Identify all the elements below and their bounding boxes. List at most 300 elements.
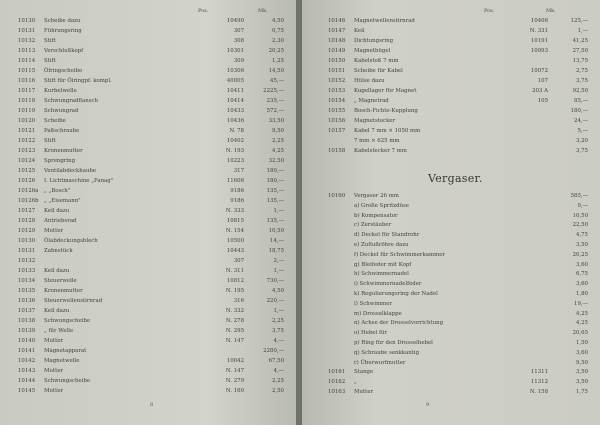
- part-name: „ Magnetrad: [354, 98, 389, 104]
- price-value: 4,50: [271, 288, 284, 294]
- part-name: Scheibe: [44, 118, 66, 124]
- part-number: 10158: [328, 148, 346, 154]
- catalog-number: N. 193: [225, 148, 244, 154]
- right-header-price: Mk.: [546, 8, 556, 14]
- price-value: 5,—: [577, 128, 588, 134]
- catalog-number: 317: [233, 168, 244, 174]
- left-header-price: Mk.: [258, 8, 268, 14]
- parts-list-row: [18, 196, 296, 206]
- part-name: c) Zerstäuber: [354, 222, 392, 229]
- parts-list-row: [328, 146, 598, 156]
- part-number: 10136: [18, 298, 36, 304]
- part-number: 10121: [18, 128, 36, 134]
- catalog-number: N. 154: [225, 228, 244, 234]
- price-value: 180,—: [266, 168, 284, 174]
- part-name: Kabelstecker 7 mm: [354, 148, 407, 154]
- price-value: 3,60: [575, 349, 588, 356]
- part-name: Mutter: [44, 388, 64, 394]
- catalog-number: 10191: [530, 38, 548, 44]
- parts-list-row: [18, 166, 296, 176]
- part-number: 10156: [328, 118, 346, 124]
- parts-list-row: [328, 56, 598, 66]
- parts-list-row: [18, 76, 296, 86]
- parts-list-row: [18, 156, 296, 166]
- part-name: o) Hebel für: [354, 330, 388, 337]
- catalog-number: 10414: [226, 98, 244, 104]
- part-number: 10114: [18, 58, 36, 64]
- catalog-number: N. 332: [225, 308, 244, 314]
- part-name: Stift für Ölringpf. kompl.: [44, 78, 112, 84]
- part-name: Stange: [354, 369, 374, 376]
- parts-list-row: [328, 378, 598, 388]
- price-value: 27,50: [572, 48, 588, 54]
- parts-list-row: [328, 251, 598, 261]
- parts-list-row: [18, 26, 296, 36]
- price-value: 1,25: [271, 58, 284, 64]
- part-name: l) Schwimmer: [354, 300, 393, 307]
- parts-list-row: [18, 286, 296, 296]
- right-parts-list-top: [328, 16, 598, 156]
- price-value: 6,75: [575, 271, 588, 278]
- part-number: 10115: [18, 68, 36, 74]
- parts-list-row: [328, 16, 598, 26]
- part-number: 10128: [18, 218, 36, 224]
- price-value: 135,—: [266, 198, 284, 204]
- price-value: 20,25: [572, 251, 588, 258]
- part-number: 10123: [18, 148, 36, 154]
- part-number: 10116: [18, 78, 36, 84]
- price-value: 2,75: [575, 68, 588, 74]
- parts-list-row: [18, 376, 296, 386]
- part-number: 10122: [18, 138, 36, 144]
- price-value: 2,25: [271, 138, 284, 144]
- price-value: 9,50: [575, 359, 588, 366]
- part-name: Magnetwelle: [44, 358, 80, 364]
- part-name: „ „Eisemann": [44, 198, 81, 204]
- part-name: Magnetstecker: [354, 118, 396, 124]
- price-value: 2225,—: [263, 88, 284, 94]
- part-name: Kugellager für Magnet: [354, 88, 417, 94]
- price-value: 20,65: [572, 330, 588, 337]
- catalog-number: 10490: [226, 18, 244, 24]
- catalog-number: N. 333: [225, 208, 244, 214]
- part-name: Kabel 7 mm × 1050 mm: [354, 128, 421, 134]
- part-name: I. Lichtmaschine „Fanag": [44, 178, 114, 184]
- price-value: 2280,—: [263, 348, 284, 354]
- part-name: q) Schraube senkkantig: [354, 349, 420, 356]
- price-value: 2,—: [273, 258, 284, 264]
- price-value: 67,50: [268, 358, 284, 364]
- catalog-number: 10436: [226, 118, 244, 124]
- price-value: 125,—: [570, 18, 588, 24]
- part-name: p) Ring für den Drosselhebel: [354, 339, 433, 346]
- part-number: 10146: [328, 18, 346, 24]
- catalog-number: 307: [233, 28, 244, 34]
- part-number: 10132: [18, 258, 36, 264]
- part-name: Schwungradflansch: [44, 98, 98, 104]
- part-number: 10130: [18, 18, 36, 24]
- catalog-number: 10402: [226, 138, 244, 144]
- catalog-number: N. 278: [225, 318, 244, 324]
- part-name: „: [354, 379, 357, 386]
- part-name: k) Regulierungsring der Nadel: [354, 290, 438, 297]
- part-name: „ für Welle: [44, 328, 74, 334]
- parts-list-row: [18, 236, 296, 246]
- price-value: 730,—: [266, 278, 284, 284]
- price-value: 4,—: [273, 338, 284, 344]
- part-number: 10153: [328, 88, 346, 94]
- part-number: 10144: [18, 378, 36, 384]
- right-parts-list-carburetor: [328, 192, 598, 398]
- catalog-number: 309: [233, 58, 244, 64]
- part-name: b) Kompensator: [354, 212, 398, 219]
- part-number: 10129: [18, 228, 36, 234]
- parts-list-row: [328, 76, 598, 86]
- left-parts-list: [18, 16, 296, 396]
- part-name: Mutter: [354, 388, 374, 395]
- parts-list-row: [18, 186, 296, 196]
- part-name: Schwungscheibe: [44, 318, 91, 324]
- parts-list-row: [18, 176, 296, 186]
- part-number: 10113: [18, 48, 36, 54]
- price-value: 4,25: [575, 310, 588, 317]
- catalog-number: N. 311: [225, 268, 244, 274]
- part-name: r) Überwurfmutter: [354, 359, 406, 366]
- price-value: 45,—: [270, 78, 284, 84]
- part-name: Schwungrad: [44, 108, 79, 114]
- catalog-number: 10411: [226, 88, 244, 94]
- part-number: 10130: [18, 238, 36, 244]
- part-number: 10149: [328, 48, 346, 54]
- part-number: 10119: [18, 108, 36, 114]
- price-value: 585,—: [570, 193, 588, 199]
- catalog-number: 107: [537, 78, 548, 84]
- price-value: 4,75: [575, 232, 588, 239]
- part-name: Magnetwellenstirnrad: [354, 18, 415, 24]
- parts-list-row: [18, 216, 296, 226]
- part-number: 10162: [328, 379, 346, 386]
- parts-list-row: [328, 36, 598, 46]
- parts-list-row: [328, 349, 598, 359]
- parts-list-row: [18, 36, 296, 46]
- catalog-number: 203 A: [532, 88, 548, 94]
- part-name: a) Große Spritzdüse: [354, 202, 409, 209]
- part-name: e) Zuflußröhre dazu: [354, 241, 409, 248]
- part-number: 10117: [18, 88, 36, 94]
- part-name: Ölringscheibe: [44, 68, 83, 74]
- parts-list-row: [328, 106, 598, 116]
- parts-list-row: [18, 106, 296, 116]
- parts-list-row: [328, 136, 598, 146]
- catalog-number: 10301: [226, 48, 244, 54]
- parts-list-row: [328, 270, 598, 280]
- price-value: 220,—: [266, 298, 284, 304]
- part-name: Magnetbügel: [354, 48, 391, 54]
- parts-list-row: [18, 126, 296, 136]
- part-number: 10118: [18, 98, 36, 104]
- part-name: 7 mm × 625 mm: [354, 138, 400, 144]
- part-name: Scheibe dazu: [44, 18, 81, 24]
- part-name: d) Deckel für Standrohr: [354, 232, 420, 239]
- parts-list-row: [18, 336, 296, 346]
- parts-list-row: [328, 116, 598, 126]
- parts-list-row: [328, 280, 598, 290]
- part-number: 10120: [18, 118, 36, 124]
- price-value: 1,—: [273, 268, 284, 274]
- part-name: f) Deckel für Schwimmerkammer: [354, 251, 445, 258]
- price-value: 3,50: [575, 369, 588, 376]
- part-number: 10163: [328, 388, 346, 395]
- parts-list-row: [18, 136, 296, 146]
- price-value: 235,—: [266, 98, 284, 104]
- price-value: 2,50: [271, 388, 284, 394]
- part-number: 10141: [18, 348, 36, 354]
- parts-list-row: [328, 339, 598, 349]
- part-number: 10143: [18, 368, 36, 374]
- parts-list-row: [18, 226, 296, 236]
- parts-list-row: [18, 146, 296, 156]
- part-name: Zahnstück: [44, 248, 73, 254]
- part-number: 10155: [328, 108, 346, 114]
- part-number: 10147: [328, 28, 346, 34]
- parts-list-row: [18, 266, 296, 276]
- parts-list-row: [18, 256, 296, 266]
- price-value: 4,25: [575, 320, 588, 327]
- catalog-number: 11311: [530, 369, 548, 376]
- parts-list-row: [328, 300, 598, 310]
- part-name: Mutter: [44, 368, 64, 374]
- price-value: 1,—: [577, 28, 588, 34]
- parts-list-row: [18, 366, 296, 376]
- part-name: Verschlußkopf: [44, 48, 84, 54]
- price-value: 14,50: [268, 68, 284, 74]
- price-value: 24,—: [574, 118, 588, 124]
- catalog-number: N. 78: [229, 128, 244, 134]
- part-name: g) Bleifeder mit Kopf: [354, 261, 412, 268]
- part-name: Keil dazu: [44, 268, 70, 274]
- part-name: Bosch-Fichte-Kupplung: [354, 108, 418, 114]
- left-page: [0, 0, 298, 425]
- part-number: 10148: [328, 38, 346, 44]
- price-value: 3,75: [575, 78, 588, 84]
- price-value: 92,50: [572, 88, 588, 94]
- price-value: 10,50: [572, 212, 588, 219]
- price-value: 18,75: [268, 248, 284, 254]
- part-name: Keil dazu: [44, 208, 70, 214]
- parts-list-row: [328, 388, 598, 398]
- parts-list-row: [18, 96, 296, 106]
- parts-list-row: [328, 202, 598, 212]
- catalog-number: 307: [233, 258, 244, 264]
- price-value: 1,80: [575, 290, 588, 297]
- right-header-part-no: Pos.: [484, 8, 495, 14]
- catalog-number: 308: [233, 38, 244, 44]
- parts-list-row: [18, 296, 296, 306]
- part-name: Kronenmutter: [44, 288, 83, 294]
- part-name: Mutter: [44, 338, 64, 344]
- price-value: 19,—: [574, 300, 588, 307]
- part-number: 10160: [328, 193, 346, 199]
- catalog-number: 11312: [530, 379, 548, 386]
- part-name: Steuerwellenstirnrad: [44, 298, 103, 304]
- part-number: 10131: [18, 248, 36, 254]
- catalog-number: N. 158: [529, 388, 548, 395]
- price-value: 1,75: [575, 388, 588, 395]
- parts-list-row: [328, 261, 598, 271]
- parts-list-row: [328, 310, 598, 320]
- left-page-number: 8: [150, 402, 154, 408]
- part-name: Stift: [44, 138, 56, 144]
- price-value: 20,25: [268, 48, 284, 54]
- part-number: 10126a: [18, 188, 39, 194]
- parts-list-row: [18, 56, 296, 66]
- price-value: 180,—: [266, 178, 284, 184]
- parts-list-row: [18, 276, 296, 286]
- parts-list-row: [18, 16, 296, 26]
- price-value: 3,60: [575, 281, 588, 288]
- price-value: 3,50: [575, 241, 588, 248]
- parts-list-row: [328, 192, 598, 202]
- part-number: 10157: [328, 128, 346, 134]
- price-value: 9,50: [271, 128, 284, 134]
- part-name: Schwungscheibe: [44, 378, 91, 384]
- price-value: 135,—: [266, 188, 284, 194]
- part-name: Ölabdeckungsblech: [44, 238, 98, 244]
- price-value: 3,20: [575, 138, 588, 144]
- catalog-number: 10500: [226, 238, 244, 244]
- catalog-number: 9186: [230, 198, 244, 204]
- price-value: 3,60: [575, 261, 588, 268]
- part-name: Kabelstoß 7 mm: [354, 58, 399, 64]
- catalog-number: 40005: [226, 78, 244, 84]
- part-number: 10150: [328, 58, 346, 64]
- price-value: 33,50: [268, 118, 284, 124]
- parts-list-row: [328, 241, 598, 251]
- part-name: h) Schwimmernadel: [354, 271, 409, 278]
- parts-list-row: [18, 206, 296, 216]
- part-name: Magnetapparat: [44, 348, 87, 354]
- catalog-number: N. 147: [225, 368, 244, 374]
- parts-list-row: [328, 126, 598, 136]
- parts-list-row: [18, 346, 296, 356]
- price-value: 4,50: [271, 18, 284, 24]
- price-value: 4,—: [273, 368, 284, 374]
- part-number: 10145: [18, 388, 36, 394]
- catalog-number: 316: [233, 298, 244, 304]
- parts-list-row: [328, 221, 598, 231]
- part-name: Keil: [354, 28, 365, 34]
- catalog-number: N. 195: [225, 288, 244, 294]
- part-number: 10152: [328, 78, 346, 84]
- part-number: 10137: [18, 308, 36, 314]
- part-name: Sprengring: [44, 158, 76, 164]
- part-name: Mutter: [44, 228, 64, 234]
- part-number: 10142: [18, 358, 36, 364]
- part-name: Antriebsrad: [44, 218, 77, 224]
- price-value: 14,—: [270, 238, 284, 244]
- catalog-number: N. 279: [225, 378, 244, 384]
- catalog-number: N. 147: [225, 338, 244, 344]
- catalog-number: 10812: [226, 278, 244, 284]
- catalog-number: 10815: [226, 218, 244, 224]
- catalog-number: N. 331: [529, 28, 548, 34]
- part-number: 10124: [18, 158, 36, 164]
- parts-list-row: [328, 46, 598, 56]
- part-name: „ „Bosch": [44, 188, 71, 194]
- catalog-number: 10072: [530, 68, 548, 74]
- parts-list-row: [18, 66, 296, 76]
- catalog-number: 9186: [230, 188, 244, 194]
- part-name: Stift: [44, 58, 56, 64]
- price-value: 1,—: [273, 208, 284, 214]
- part-name: Paßschraube: [44, 128, 80, 134]
- catalog-number: 10443: [226, 248, 244, 254]
- price-value: 1,—: [273, 308, 284, 314]
- part-name: Dichtungsring: [354, 38, 394, 44]
- part-name: Keil dazu: [44, 308, 70, 314]
- part-number: 10135: [18, 288, 36, 294]
- parts-list-row: [328, 290, 598, 300]
- part-name: Vergaser 26 mm: [354, 193, 399, 199]
- section-title-vergaser: Vergaser.: [428, 172, 483, 185]
- price-value: 3,75: [575, 148, 588, 154]
- catalog-number: 10433: [226, 108, 244, 114]
- parts-list-row: [328, 96, 598, 106]
- price-value: 32,50: [268, 158, 284, 164]
- price-value: 1,50: [575, 339, 588, 346]
- part-number: 10140: [18, 338, 36, 344]
- parts-list-row: [18, 86, 296, 96]
- catalog-number: 10406: [530, 18, 548, 24]
- part-number: 10133: [18, 268, 36, 274]
- part-number: 10161: [328, 369, 346, 376]
- parts-list-row: [18, 306, 296, 316]
- part-name: Kurbelwelle: [44, 88, 77, 94]
- price-value: 572,—: [266, 108, 284, 114]
- part-name: n) Achse der Drosselvorrichtung: [354, 320, 444, 327]
- parts-list-row: [328, 26, 598, 36]
- part-name: Scheibe für Kabel: [354, 68, 403, 74]
- price-value: 22,50: [572, 222, 588, 229]
- price-value: 85,—: [574, 98, 588, 104]
- part-name: Kronenmutter: [44, 148, 83, 154]
- part-name: Führungsring: [44, 28, 82, 34]
- parts-list-row: [18, 386, 296, 396]
- catalog-number: 11606: [226, 178, 244, 184]
- price-value: 2,25: [271, 318, 284, 324]
- part-name: Steuerwelle: [44, 278, 77, 284]
- catalog-number: 10306: [226, 68, 244, 74]
- part-number: 10139: [18, 328, 36, 334]
- part-name: Stift: [44, 38, 56, 44]
- part-number: 10134: [18, 278, 36, 284]
- part-number: 10126: [18, 178, 36, 184]
- part-name: Hülse dazu: [354, 78, 385, 84]
- part-number: 10151: [328, 68, 346, 74]
- price-value: 0,75: [271, 28, 284, 34]
- parts-list-row: [18, 116, 296, 126]
- price-value: 9,—: [577, 202, 588, 209]
- part-name: m) Drosselklappe: [354, 310, 402, 317]
- part-number: 10138: [18, 318, 36, 324]
- parts-list-row: [18, 356, 296, 366]
- price-value: 180,—: [570, 108, 588, 114]
- catalog-number: 10223: [226, 158, 244, 164]
- parts-list-row: [328, 319, 598, 329]
- parts-list-row: [328, 231, 598, 241]
- parts-list-row: [18, 246, 296, 256]
- price-value: 2,25: [271, 378, 284, 384]
